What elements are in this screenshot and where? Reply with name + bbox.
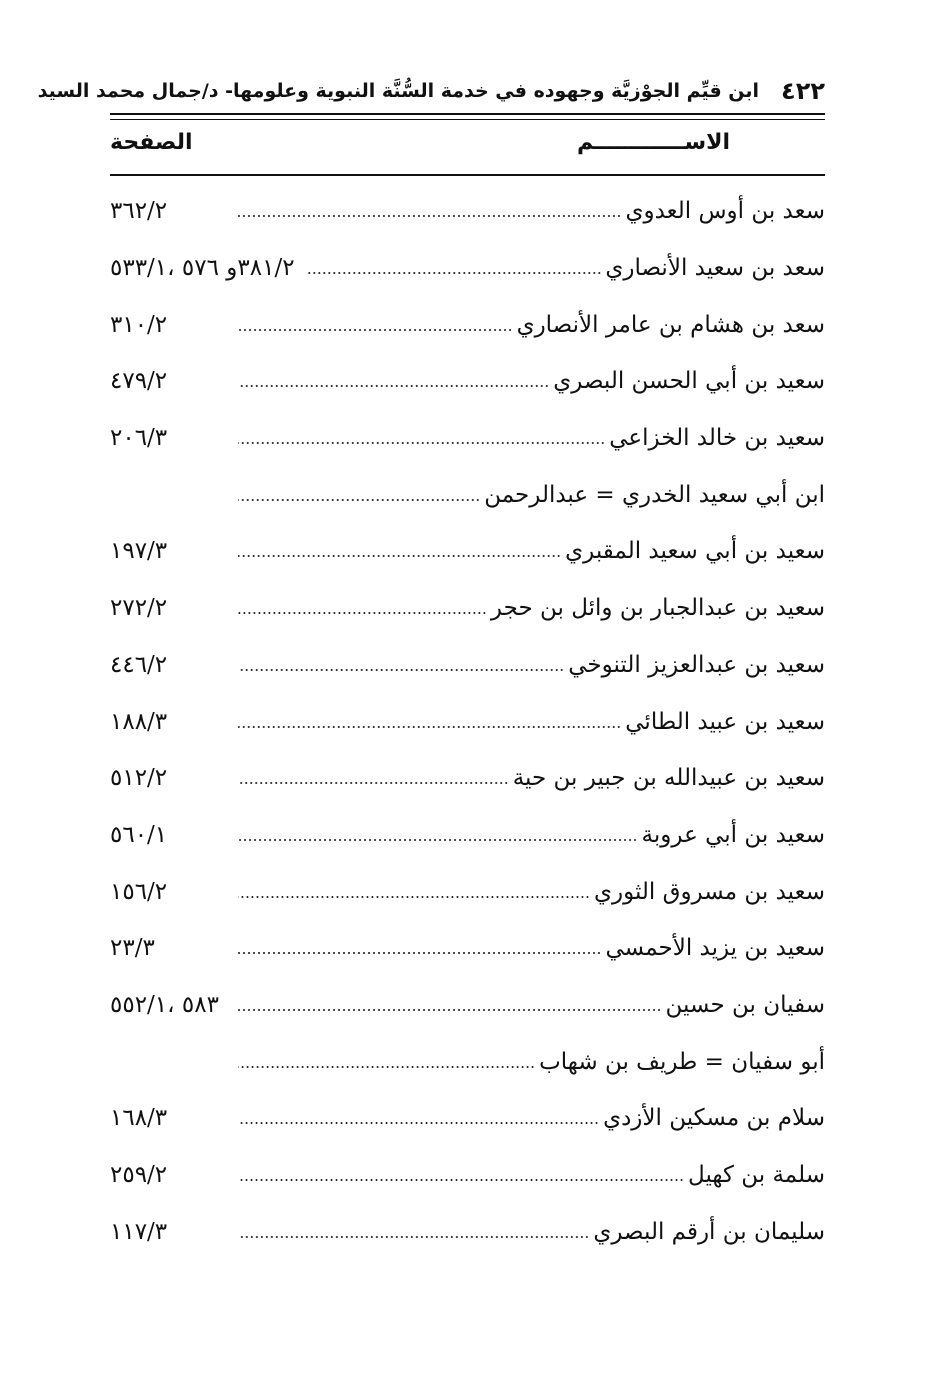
index-entry: [110, 466, 825, 523]
entry-name: سلمة بن كهيل: [688, 1162, 825, 1189]
book-title: ابن قيِّم الجوْزيَّة وجهوده في خدمة السُّنَّة النبوية وعلومها- د/جمال محمد السيد: [37, 80, 760, 102]
column-header-name: الاســــــــــــم: [576, 130, 730, 155]
column-header-rule: [110, 174, 825, 176]
entry-name: سليمان بن أرقم البصري: [593, 1218, 825, 1245]
dot-leader: [238, 385, 549, 387]
entry-name: ابن أبي سعيد الخدري = عبدالرحمن: [484, 481, 825, 508]
entry-page-refs: ٥٦٠/١: [110, 821, 168, 848]
entry-page-refs: ١٩٧/٣: [110, 538, 168, 565]
dot-leader: [238, 726, 621, 728]
entry-page-refs: ٢٧٢/٢: [110, 595, 168, 622]
index-entry: [110, 296, 825, 353]
dot-leader: [238, 442, 605, 444]
entry-page-refs: ٣٦٢/٢: [110, 198, 168, 225]
index-entry: [110, 637, 825, 694]
index-entry: [110, 183, 825, 240]
entry-page-refs: ٢٣/٣: [110, 935, 155, 962]
header-rule-thin: [110, 119, 825, 120]
index-entry: [110, 1203, 825, 1260]
index-entry: [110, 410, 825, 467]
index-entry: [110, 807, 825, 864]
entry-name: سعد بن هشام بن عامر الأنصاري: [516, 311, 825, 338]
entry-name: سعيد بن مسروق الثوري: [593, 878, 825, 905]
dot-leader: [238, 215, 621, 217]
entry-name: سعيد بن أبي سعيد المقبري: [565, 538, 825, 565]
dot-leader: [238, 329, 513, 331]
dot-leader: [238, 782, 509, 784]
entry-name: سلام بن مسكين الأزدي: [603, 1105, 825, 1132]
dot-leader: [238, 612, 487, 614]
index-entry: [110, 693, 825, 750]
entry-page-refs: ١٥٦/٢: [110, 878, 168, 905]
dot-leader: [238, 555, 561, 557]
entry-name: سعيد بن خالد الخزاعي: [609, 425, 825, 452]
index-entry: [110, 353, 825, 410]
entry-page-refs: ٣٨١/٢و ٥٧٦ ،٥٣٣/١: [110, 255, 295, 282]
entry-name: سعيد بن عبدالجبار بن وائل بن حجر: [490, 595, 825, 622]
dot-leader: [238, 1122, 599, 1124]
dot-leader: [238, 896, 590, 898]
entry-page-refs: ٢٥٩/٢: [110, 1162, 168, 1189]
entry-name: سعد بن سعيد الأنصاري: [605, 255, 825, 282]
entry-name: سعيد بن أبي عروبة: [641, 821, 825, 848]
entry-page-refs: ١٦٨/٣: [110, 1105, 168, 1132]
entry-name: سعيد بن عبيد الطائي: [625, 708, 825, 735]
entry-name: سفيان بن حسين: [665, 991, 825, 1018]
index-entry: [110, 240, 825, 297]
dot-leader: [238, 669, 564, 671]
index-entry: [110, 920, 825, 977]
entry-name: سعيد بن أبي الحسن البصري: [553, 368, 825, 395]
running-header: [37, 74, 825, 108]
entry-page-refs: ٣١٠/٢: [110, 311, 168, 338]
entry-page-refs: ١٨٨/٣: [110, 708, 168, 735]
page-number: ٤٢٢: [781, 77, 825, 105]
index-entry: [110, 1033, 825, 1090]
dot-leader: [238, 499, 480, 501]
entry-name: سعيد بن عبدالعزيز التنوخي: [568, 651, 825, 678]
index-entry: [110, 1090, 825, 1147]
entry-name: سعيد بن عبيدالله بن جبير بن حية: [512, 765, 825, 792]
dot-leader: [238, 1066, 535, 1068]
entry-page-refs: ٢٠٦/٣: [110, 425, 168, 452]
column-header-page: الصفحة: [110, 130, 193, 155]
dot-leader: [238, 952, 602, 954]
index-entry: [110, 580, 825, 637]
dot-leader: [238, 1009, 662, 1011]
dot-leader: [307, 272, 602, 274]
entry-name: سعد بن أوس العدوي: [625, 198, 825, 225]
dot-leader: [238, 1236, 589, 1238]
entry-name: أبو سفيان = طريف بن شهاب: [539, 1048, 825, 1075]
entry-page-refs: ٥٨٣ ،٥٥٢/١: [110, 991, 219, 1018]
index-entry: [110, 523, 825, 580]
index-entry: [110, 1147, 825, 1204]
entry-page-refs: ١١٧/٣: [110, 1218, 168, 1245]
index-entry: [110, 750, 825, 807]
entry-page-refs: ٤٤٦/٢: [110, 651, 168, 678]
entry-page-refs: ٥١٢/٢: [110, 765, 168, 792]
entry-name: سعيد بن يزيد الأحمسي: [605, 935, 825, 962]
entry-page-refs: ٤٧٩/٢: [110, 368, 168, 395]
header-rule: [110, 113, 825, 115]
index-entry: [110, 977, 825, 1034]
dot-leader: [238, 1179, 684, 1181]
index-list: [110, 183, 825, 1260]
index-entry: [110, 863, 825, 920]
dot-leader: [238, 839, 638, 841]
